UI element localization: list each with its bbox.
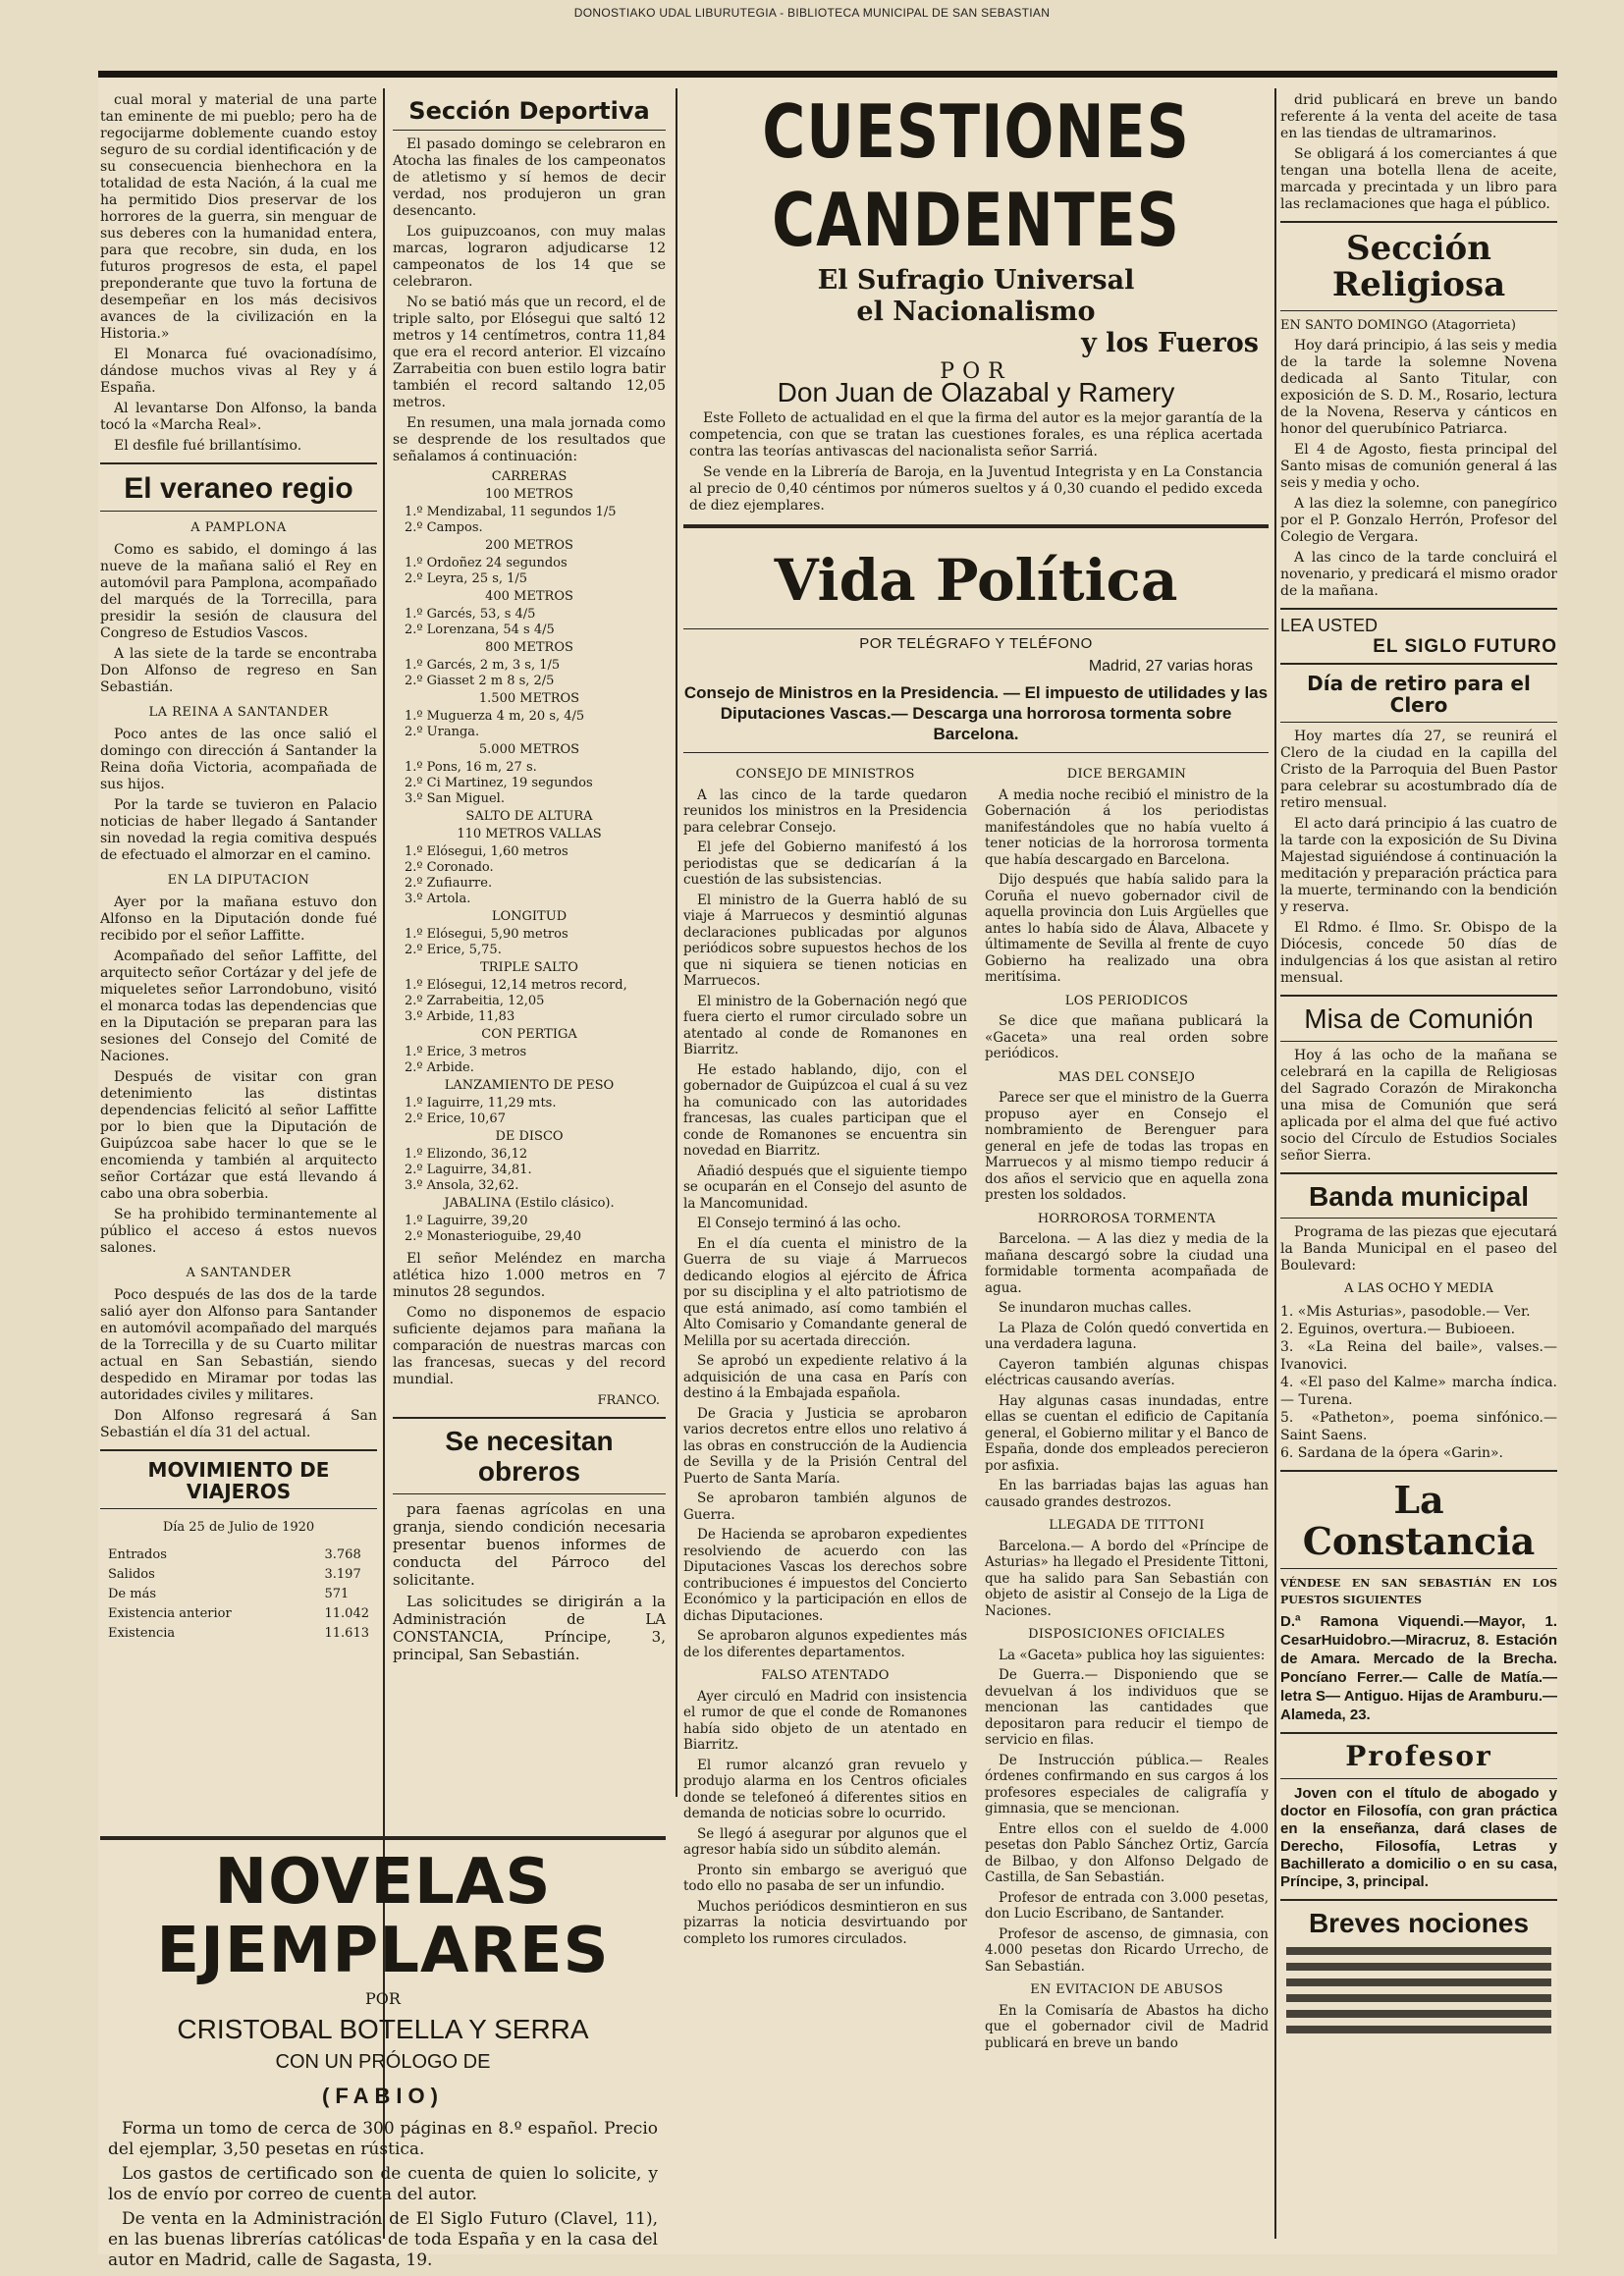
- subsection-heading: EN EVITACION DE ABUSOS: [1030, 1982, 1223, 1997]
- paragraph: El rumor alcanzó gran revuelo y produjo alarma en los Centros oficiales donde se telefoneó á diferentes sitios en demanda de noticias sobre lo ocurrido.: [683, 1757, 967, 1821]
- aceite-article: [1280, 92, 1557, 213]
- result-line: 1.º Elósegui, 1,60 metros: [405, 844, 568, 860]
- constancia-title: La Constancia: [1302, 1478, 1536, 1564]
- paragraph: Por la tarde se tuvieron en Palacio noticias de haber llegado á Santander sin novedad la regia comitiva después de efectuado el almorzar en el camino.: [100, 797, 377, 863]
- cuestiones-por: POR: [940, 359, 1012, 384]
- paragraph: De Hacienda se aprobaron expedientes resolviendo de acuerdo con las Diputaciones Vascas los derechos sobre contribuciones é impuestos del Concierto Económico y la participación en ellos de dichas Diputaciones.: [683, 1527, 967, 1624]
- result-heading: 5.000 METROS: [478, 742, 580, 758]
- viajeros-value: 3.197: [324, 1567, 361, 1582]
- paragraph: Poco antes de las once salió el domingo con dirección á Santander la Reina doña Victoria, acompañada de sus hijos.: [100, 727, 377, 792]
- result-heading: LONGITUD: [491, 909, 568, 925]
- result-line: 2.º Ci Martinez, 19 segundos: [405, 776, 593, 791]
- subsection-heading: FALSO ATENTADO: [761, 1668, 890, 1683]
- intro-article: [100, 92, 377, 455]
- veraneo-title: El veraneo regio: [124, 472, 353, 505]
- result-line: 1.º Garcés, 2 m, 3 s, 1/5: [405, 658, 561, 674]
- newspaper-page: [98, 71, 1557, 2270]
- result-heading: 400 METROS: [485, 589, 573, 605]
- cuestiones-author: Don Juan de Olazabal y Ramery: [777, 377, 1175, 407]
- novelas-title: NOVELAS EJEMPLARES: [156, 1846, 610, 1987]
- result-line: 3.º Ansola, 32,62.: [405, 1178, 519, 1194]
- result-heading: 200 METROS: [485, 538, 573, 554]
- dateline: Madrid, 27 varias horas: [1088, 658, 1253, 675]
- vida-right-column: [985, 759, 1269, 2051]
- column-rule: [676, 88, 677, 1797]
- banda-title: Banda municipal: [1308, 1180, 1530, 1212]
- novelas-ad: [100, 1828, 666, 2270]
- breves-title: Breves nociones: [1308, 1907, 1530, 1938]
- subsection-heading: MAS DEL CONSEJO: [1057, 1069, 1196, 1085]
- novelas-por: POR: [365, 1989, 401, 2008]
- sports-results: [393, 469, 666, 1245]
- vida-left-column: [683, 759, 967, 1986]
- cuestiones-title: CUESTIONES CANDENTES: [762, 89, 1190, 264]
- profesor-title: Profesor: [1345, 1739, 1492, 1772]
- viajeros-label: Salidos: [108, 1567, 155, 1582]
- viajeros-title: MOVIMIENTO DE VIAJEROS: [147, 1458, 330, 1503]
- paragraph: Pronto sin embargo se averiguó que todo ello no pasaba de ser un infundio.: [683, 1862, 967, 1894]
- viajeros-value: 3.768: [324, 1547, 361, 1562]
- paragraph: Se aprobó un expediente relativo á la adquisición de una casa en París con destino á la Embajada española.: [683, 1353, 967, 1401]
- profesor-text: Joven con el título de abogado y doctor en Filosofía, con gran práctica en la enseñanza, dará clases de Derecho, Filosofía, Letras y Bachillerato a domicilio o en su casa, Príncipe, 3, principal.: [1280, 1784, 1557, 1890]
- paragraph: La Plaza de Colón quedó convertida en una verdadera laguna.: [985, 1320, 1269, 1352]
- banda-item: 1. «Mis Asturias», pasodoble.— Ver.: [1280, 1304, 1531, 1321]
- result-heading: LANZAMIENTO DE PESO: [444, 1078, 615, 1094]
- novelas-body-1: Forma un tomo de cerca de 300 páginas en 8.º español. Precio del ejemplar, 3,50 pesetas en rústica.: [108, 2119, 658, 2159]
- paragraph: El jefe del Gobierno manifestó á los periodistas que se dedicarían á la cuestión de las subsistencias.: [683, 840, 967, 888]
- result-line: 2.º Laguirre, 34,81.: [405, 1163, 532, 1178]
- result-line: 1.º Pons, 16 m, 27 s.: [405, 760, 537, 776]
- paragraph: El Rdmo. é Ilmo. Sr. Obispo de la Diócesis, concede 50 días de indulgencias á los que asistan al retiro mensual.: [1280, 919, 1557, 986]
- paragraph: En resumen, una mala jornada como se desprende de los resultados que señalamos á continuación:: [393, 415, 666, 465]
- paragraph: Entre ellos con el sueldo de 4.000 pesetas don Pablo Sánchez Ortiz, García de Bilbao, y don Alfonso Delgado de Castilla, de San Sebastián.: [985, 1820, 1269, 1885]
- paragraph: El pasado domingo se celebraron en Atocha las finales de los campeonatos de atletismo y sí hemos de decir verdad, nos produjeron un gran desencanto.: [393, 136, 666, 220]
- novelas-body-2: Los gastos de certificado son de cuenta de quien lo solicite, y los de envío por correo de cuenta del autor.: [108, 2164, 658, 2204]
- paragraph: A las siete de la tarde se encontraba Don Alfonso de regreso en San Sebastián.: [100, 646, 377, 695]
- paragraph: El ministro de la Guerra habló de su viaje á Marruecos y desmintió algunas declaraciones publicadas por algunos periódicos sobre supuestos hechos de los que ni siquiera se tienen noticias en Marruecos.: [683, 892, 967, 989]
- paragraph: En las barriadas bajas las aguas han causado grandes destrozos.: [985, 1478, 1269, 1510]
- misa-title: Misa de Comunión: [1304, 1003, 1534, 1034]
- viajeros-value: 11.042: [324, 1606, 369, 1621]
- paragraph: A media noche recibió el ministro de la Gobernación á los periodistas manifestándoles que no había vuelto á tener noticias de la horrorosa tormenta que había descargado en Barcelona.: [985, 786, 1269, 868]
- paragraph: Se inundaron muchas calles.: [999, 1300, 1192, 1316]
- pamplona-article: [100, 542, 377, 696]
- reina-heading: LA REINA A SANTANDER: [148, 705, 329, 720]
- result-heading: TRIPLE SALTO: [480, 960, 578, 976]
- paragraph: Se aprobaron también algunos de Guerra.: [683, 1490, 967, 1523]
- paragraph: Añadió después que el siguiente tiempo se ocuparán en el Consejo del asunto de la Mancomunidad.: [683, 1163, 967, 1212]
- paragraph: El Monarca fué ovacionadísimo, dándose muchos vivas al Rey y á España.: [100, 347, 377, 396]
- paragraph: El Consejo terminó á las ocho.: [697, 1216, 901, 1231]
- paragraph: La «Gaceta» publica hoy las siguientes:: [999, 1647, 1266, 1663]
- diputacion-article: [100, 894, 377, 1257]
- result-line: 1.º Garcés, 53, s 4/5: [405, 607, 536, 623]
- subsection-heading: DICE BERGAMIN: [1066, 767, 1187, 782]
- result-line: 2.º Zarrabeitia, 12,05: [405, 994, 545, 1009]
- constancia-list: D.ª Ramona Viquendi.—Mayor, 1. CesarHuidobro.—Miracruz, 8. Estación de Amara. Mercado de la Brecha. Poncíano Ferrer.— Calle de Matía.— letra S— Antiguo. Hijas de Aramburu.—Alameda, 23.: [1280, 1612, 1557, 1723]
- result-line: 2.º Erice, 10,67: [405, 1111, 506, 1127]
- result-heading: 110 METROS VALLAS: [457, 827, 602, 842]
- banda-item: 3. «La Reina del baile», valses.— Ivanovici.: [1280, 1339, 1557, 1374]
- result-heading: CON PERTIGA: [481, 1027, 577, 1043]
- paragraph: Hay algunas casas inundadas, entre ellas se cuentan el edificio de Capitanía general, el Gobierno militar y el Banco de España, donde dos empleados perecieron por asfixia.: [985, 1392, 1269, 1474]
- paragraph: De Instrucción pública.— Reales órdenes confirmando en sus cargos á los profesores especiales de caligrafía y gimnasia, que se mencionan.: [985, 1752, 1269, 1816]
- result-line: 2.º Monasterioguibe, 29,40: [405, 1229, 582, 1245]
- result-heading: 100 METROS: [485, 487, 573, 503]
- paragraph: Parece ser que el ministro de la Guerra propuso ayer en Consejo el nombramiento de Berenguer para general en jefe de todas las tropas en Marruecos y al mismo tiempo reducir á dos años el servicio que en aquella zona presten los soldados.: [985, 1090, 1269, 1203]
- result-line: 2.º Coronado.: [405, 860, 494, 876]
- viajeros-date: Día 25 de Julio de 1920: [162, 1520, 315, 1535]
- banda-intro: Programa de las piezas que ejecutará la Banda Municipal en el paseo del Boulevard:: [1280, 1224, 1557, 1274]
- lead-summary: Consejo de Ministros en la Presidencia. — El impuesto de utilidades y las Diputaciones Vascas.— Descarga una horrorosa tormenta sobre Barcelona.: [683, 683, 1269, 743]
- result-line: 1.º Ordoñez 24 segundos: [405, 556, 568, 571]
- paragraph: Hoy martes día 27, se reunirá el Clero de la ciudad en la capilla del Cristo de la Parroquia del Buen Pastor para celebrar su acostumbrado día de retiro mensual.: [1280, 728, 1557, 811]
- telegrafo-line: POR TELÉGRAFO Y TELÉFONO: [859, 635, 1093, 652]
- diputacion-heading: EN LA DIPUTACION: [167, 873, 310, 888]
- cuestiones-sub-2: el Nacionalismo: [856, 297, 1096, 327]
- viajeros-value: 571: [324, 1587, 350, 1601]
- cuestiones-desc-2: Se vende en la Librería de Baroja, en la Juventud Integrista y en La Constancia al precio de 0,40 céntimos por números sueltos y á 0,30 cuando el pedido exceda de diez ejemplares.: [689, 464, 1263, 514]
- viajeros-label: Existencia: [108, 1626, 176, 1641]
- santander-heading: A SANTANDER: [186, 1266, 292, 1280]
- novelas-author: CRISTOBAL BOTELLA Y SERRA: [177, 2014, 589, 2044]
- result-line: 2.º Lorenzana, 54 s 4/5: [405, 623, 555, 638]
- result-heading: SALTO DE ALTURA: [465, 809, 593, 825]
- result-line: 2.º Uranga.: [405, 725, 480, 740]
- novelas-body-3: De venta en la Administración de El Siglo Futuro (Clavel, 11), en las buenas librerías católicas de toda España y en la casa del autor en Madrid, calle de Sagasta, 19.: [108, 2209, 658, 2270]
- column-2: [393, 92, 666, 1801]
- result-heading: JABALINA (Estilo clásico).: [444, 1196, 615, 1212]
- paragraph: Se obligará á los comerciantes á que tengan una botella llena de aceite, marcada y precintada y un libro para las reclamaciones que haga el público.: [1280, 146, 1557, 212]
- obreros-text: para faenas agrícolas en una granja, siendo condición necesaria presentar buenos informes de conducta del Párroco del solicitante.: [393, 1499, 666, 1589]
- paragraph: Después de visitar con gran detenimiento las distintas dependencias felicitó al señor Laffitte por lo bien que la Diputación de Guipúzcoa sabe hacer lo que se le encomienda y también al arquitecto señor Cortázar que está llevando á cabo una obra soberbia.: [100, 1069, 377, 1202]
- result-line: 2.º Erice, 5,75.: [405, 943, 502, 958]
- deportiva-closing: [393, 1251, 666, 1388]
- paragraph: Ayer por la mañana estuvo don Alfonso en la Diputación donde fué recibido por el señor Laffitte.: [100, 894, 377, 944]
- result-line: 2.º Arbide.: [405, 1060, 474, 1076]
- paragraph: El desfile fué brillantísimo.: [114, 438, 302, 454]
- result-line: 1.º Muguerza 4 m, 20 s, 4/5: [405, 709, 585, 725]
- banda-item: 2. Eguinos, overtura.— Bubioeen.: [1280, 1322, 1516, 1338]
- result-line: 1.º Laguirre, 39,20: [405, 1214, 528, 1229]
- result-line: 2.º Campos.: [405, 520, 483, 536]
- paragraph: En la Comisaría de Abastos ha dicho que el gobernador civil de Madrid publicará en breve un bando: [985, 2002, 1269, 2051]
- result-heading: 800 METROS: [485, 640, 573, 656]
- cuestiones-ad: [683, 89, 1269, 515]
- novelas-prologue: CON UN PRÓLOGO DE: [275, 2051, 491, 2073]
- paragraph: De Guerra.— Disponiendo que se devuelvan á los individuos que se mencionan las cantidades que depositaron para reducir el tiempo de servicio en filas.: [985, 1667, 1269, 1748]
- banda-item: 5. «Patheton», poema sinfónico.— Saint Saens.: [1280, 1410, 1557, 1444]
- viajeros-label: Entrados: [108, 1547, 167, 1562]
- subsection-heading: CONSEJO DE MINISTROS: [735, 767, 915, 782]
- result-line: 1.º Elizondo, 36,12: [405, 1147, 528, 1163]
- paragraph: El 4 de Agosto, fiesta principal del Santo misas de comunión general á las seis y media y ocho.: [1280, 441, 1557, 491]
- vida-politica-title: Vida Política: [774, 547, 1178, 614]
- result-line: 2.º Zufiaurre.: [405, 876, 493, 892]
- banda-item: 6. Sardana de la ópera «Garin».: [1280, 1445, 1503, 1462]
- column-rule: [1274, 88, 1276, 2239]
- paragraph: A las cinco de la tarde quedaron reunidos los ministros en la Presidencia para celebrar Consejo.: [683, 786, 967, 836]
- deportiva-article: [393, 136, 666, 465]
- column-3: [683, 89, 1269, 2248]
- paragraph: En el día cuenta el ministro de la Guerra de su viaje á Marruecos dedicando elogios al ejército de África por su disciplina y el alto patriotismo de que está animado, así como también el Alto Comisario y Comandante general de Melilla por su acertada dirección.: [683, 1235, 967, 1349]
- result-line: 2.º Giasset 2 m 8 s, 2/5: [405, 674, 555, 689]
- paragraph: Se dice que mañana publicará la «Gaceta» una real orden sobre periódicos.: [985, 1013, 1269, 1061]
- paragraph: Cayeron también algunas chispas eléctricas causando averías.: [985, 1356, 1269, 1388]
- lea-usted: LEA USTED: [1280, 615, 1379, 635]
- religiosa-title: Sección Religiosa: [1331, 229, 1506, 305]
- viajeros-value: 11.613: [324, 1626, 369, 1641]
- paragraph: El ministro de la Gobernación negó que fuera cierto el rumor circulado sobre un atentado al conde de Romanones en Biarritz.: [683, 993, 967, 1057]
- reina-article: [100, 727, 377, 864]
- result-line: 2.º Leyra, 25 s, 1/5: [405, 571, 528, 587]
- viajeros-table: [100, 1545, 377, 1644]
- result-line: 1.º Iaguirre, 11,29 mts.: [405, 1096, 557, 1111]
- paragraph: Al levantarse Don Alfonso, la banda tocó la «Marcha Real».: [100, 401, 377, 433]
- subsection-heading: DISPOSICIONES OFICIALES: [1028, 1627, 1225, 1642]
- banda-program: [1280, 1303, 1557, 1462]
- paragraph: Don Alfonso regresará á San Sebastián el día 31 del actual.: [100, 1408, 377, 1440]
- column-4: [1280, 92, 1557, 2248]
- obreros-title: Se necesitan obreros: [445, 1426, 614, 1488]
- deportiva-title: Sección Deportiva: [408, 97, 650, 125]
- vida-politica-body: [683, 759, 1269, 2051]
- paragraph: No se batió más que un record, el de triple salto, por Elósegui que saltó 12 metros y 14 centímetros, contra 11,84 que era el record anterior. El vizcaíno Zarrabeitia con buen estilo logra batir también el record saltando 12,05 metros.: [393, 295, 666, 411]
- cuestiones-sub-3: y los Fueros: [1081, 328, 1259, 358]
- constancia-sub: VÉNDESE EN SAN SEBASTIÁN EN LOS PUESTOS SIGUIENTES: [1280, 1576, 1557, 1606]
- paragraph: drid publicará en breve un bando referente á la venta del aceite de tasa en las tiendas de ultramarinos.: [1280, 92, 1557, 141]
- viajeros-label: De más: [108, 1587, 156, 1601]
- paragraph: Ayer circuló en Madrid con insistencia el rumor de que el conde de Romanones había sido objeto de un atentado en Biarritz.: [683, 1688, 967, 1753]
- paragraph: Hoy dará principio, á las seis y media de la tarde la solemne Novena dedicada al Santo Titular, con exposición de S. D. M., Rosario, lectura de la Novena, Reserva y cánticos en honor del querubínico Patriarca.: [1280, 337, 1557, 437]
- retiro-article: [1280, 729, 1557, 987]
- result-heading: 1.500 METROS: [478, 691, 580, 707]
- result-line: 3.º San Miguel.: [405, 791, 505, 807]
- result-line: 1.º Elósegui, 12,14 metros record,: [405, 978, 627, 994]
- paragraph: cual moral y material de una parte tan eminente de mi pueblo; pero ha de regocijarme doblemente cuando estoy seguro de su cordial identificación y de su consecuencia bienhechora en la totalidad de esta Nación, á la cual me ha permitido Dios preservar de los horrores de la guerra, sin menguar de sus deberes con la humanidad entera, para que recobre, sin duda, en los futuros progresos de esta, el papel preponderante que tuvo la fortuna de desempeñar en los más decisivos avances de la civilización en la Historia.»: [100, 92, 377, 342]
- archive-header: DONOSTIAKO UDAL LIBURUTEGIA - BIBLIOTECA MUNICIPAL DE SAN SEBASTIAN: [573, 6, 1051, 20]
- paragraph: Acompañado del señor Laffitte, del arquitecto señor Cortázar y del jefe de miqueletes señor Larrondobuno, visitó el monarca todas las dependencias que en la Diputación se preparan para las sesiones del Consejo del Comité de Naciones.: [100, 948, 377, 1064]
- obreros-text-2: Las solicitudes se dirigirán a la Administración de LA CONSTANCIA, Príncipe, 3, principal, San Sebastián.: [393, 1592, 666, 1663]
- subsection-heading: HORROROSA TORMENTA: [1037, 1211, 1217, 1226]
- result-heading: CARRERAS: [491, 469, 568, 485]
- result-line: 1.º Erice, 3 metros: [405, 1045, 527, 1060]
- subsection-heading: LOS PERIODICOS: [1064, 993, 1189, 1008]
- paragraph: Profesor de ascenso, de gimnasia, con 4.000 pesetas don Ricardo Urrecho, de San Sebastián.: [985, 1925, 1269, 1975]
- paragraph: El señor Meléndez en marcha atlética hizo 1.000 metros en 7 minutos 28 segundos.: [393, 1251, 666, 1301]
- viajeros-label: Existencia anterior: [108, 1606, 232, 1621]
- cuestiones-sub-1: El Sufragio Universal: [817, 265, 1135, 296]
- result-line: 1.º Elósegui, 5,90 metros: [405, 927, 568, 943]
- paragraph: A las cinco de la tarde concluirá el novenario, y predicará el mismo orador de la mañana.: [1280, 549, 1557, 599]
- paragraph: De Gracia y Justicia se aprobaron varios decretos entre ellos uno relativo á las obras en construcción de la Audiencia de Sevilla y de la Prisión Central del Puerto de Santa María.: [683, 1405, 967, 1487]
- subsection-heading: LLEGADA DE TITTONI: [1049, 1518, 1205, 1533]
- misa-text: Hoy á las ocho de la mañana se celebrará en la capilla de Religiosas del Sagrado Corazón de Mirakoncha una misa de Comunión que será aplicada por el alma del que fué activo socio del Círculo de Estudios Sociales señor Sierra.: [1280, 1047, 1557, 1164]
- result-line: 1.º Mendizabal, 11 segundos 1/5: [405, 505, 617, 520]
- cuestiones-desc-1: Este Folleto de actualidad en el que la firma del autor es la mejor garantía de la competencia, con que se tratan las cuestiones forales, es una réplica acertada contra las teorías antivascas del nacionalista señor Sarriá.: [689, 410, 1263, 460]
- banda-item: 4. «El paso del Kalme» marcha índica.— Turena.: [1280, 1375, 1557, 1409]
- siglo-futuro: EL SIGLO FUTURO: [1373, 635, 1557, 657]
- religiosa-article: [1280, 338, 1557, 600]
- paragraph: Se llegó á asegurar por algunos que el agresor había sido un súbdito alemán.: [683, 1825, 967, 1858]
- paragraph: A las diez la solemne, con panegírico por el P. Gonzalo Herrón, Profesor del Colegio de Vergara.: [1280, 495, 1557, 545]
- top-rule: [98, 71, 1557, 78]
- paragraph: Poco después de las dos de la tarde salió ayer don Alfonso para Santander en automóvil acompañado del marqués de la Torrecilla y de su Cuarto militar actual en San Sebastián, siendo despedido en Miramar por todas las autoridades civiles y militares.: [100, 1287, 377, 1403]
- paragraph: Muchos periódicos desmintieron en sus pizarras la noticia desvirtuando por completo los rumores circulados.: [683, 1898, 967, 1947]
- illegible-text-block: [1286, 1947, 1551, 2035]
- result-line: 3.º Artola.: [405, 892, 471, 907]
- paragraph: Barcelona.— A bordo del «Príncipe de Asturias» ha llegado el Presidente Tittoni, que ha salido para San Sebastián con objeto de asistir al Consejo de la Liga de Naciones.: [985, 1538, 1269, 1619]
- novelas-fabio: (FABIO): [322, 2084, 444, 2108]
- retiro-title: Día de retiro para el Clero: [1307, 671, 1531, 717]
- paragraph: Como es sabido, el domingo á las nueve de la mañana salió el Rey en automóvil para Pamplona, acompañado del marqués de la Torrecilla, para presidir la sesión de clausura del Congreso de Estudios Vascos.: [100, 542, 377, 641]
- paragraph: Se aprobaron algunos expedientes más de los diferentes departamentos.: [683, 1628, 967, 1660]
- santander-article: [100, 1287, 377, 1441]
- paragraph: Se ha prohibido terminantemente al público el acceso á estos nuevos salones.: [100, 1207, 377, 1256]
- paragraph: Profesor de entrada con 3.000 pesetas, don Lucio Escribano, de Santander.: [985, 1889, 1269, 1922]
- paragraph: Dijo después que había salido para la Coruña el nuevo gobernador civil de aquella provincia don Luis Argüelles que antes lo había sido de Álava, Albacete y últimamente de Sevilla al frente de cuyo Gobierno ha realizado una obra meritísima.: [985, 872, 1269, 985]
- paragraph: Los guipuzcoanos, con muy malas marcas, lograron adjudicarse 12 campeonatos de los 14 que se celebraron.: [393, 224, 666, 291]
- result-heading: DE DISCO: [495, 1129, 564, 1145]
- paragraph: Barcelona. — A las diez y media de la mañana descargó sobre la ciudad una formidable tormenta acompañada de agua.: [985, 1231, 1269, 1296]
- result-line: 3.º Arbide, 11,83: [405, 1009, 515, 1025]
- signature: FRANCO.: [597, 1393, 660, 1409]
- paragraph: El acto dará principio á las cuatro de la tarde con la exposición de Su Divina Majestad siguiéndose á continuación la meditación y preparación práctica para la muerte, terminando con la bendición y reserva.: [1280, 815, 1557, 915]
- banda-time: A LAS OCHO Y MEDIA: [1344, 1281, 1493, 1297]
- pamplona-heading: A PAMPLONA: [190, 520, 287, 535]
- paragraph: Como no disponemos de espacio suficiente dejamos para mañana la comparación de nuestras marcas con las francesas, suecas y del record mundial.: [393, 1305, 666, 1388]
- santo-domingo-heading: EN SANTO DOMINGO (Atagorrieta): [1280, 317, 1516, 333]
- paragraph: He estado hablando, dijo, con el gobernador de Guipúzcoa el cual á su vez ha comunicado con las autoridades francesas, las cuales participan que el conde de Romanones se encuentra sin novedad en Biarritz.: [683, 1061, 967, 1159]
